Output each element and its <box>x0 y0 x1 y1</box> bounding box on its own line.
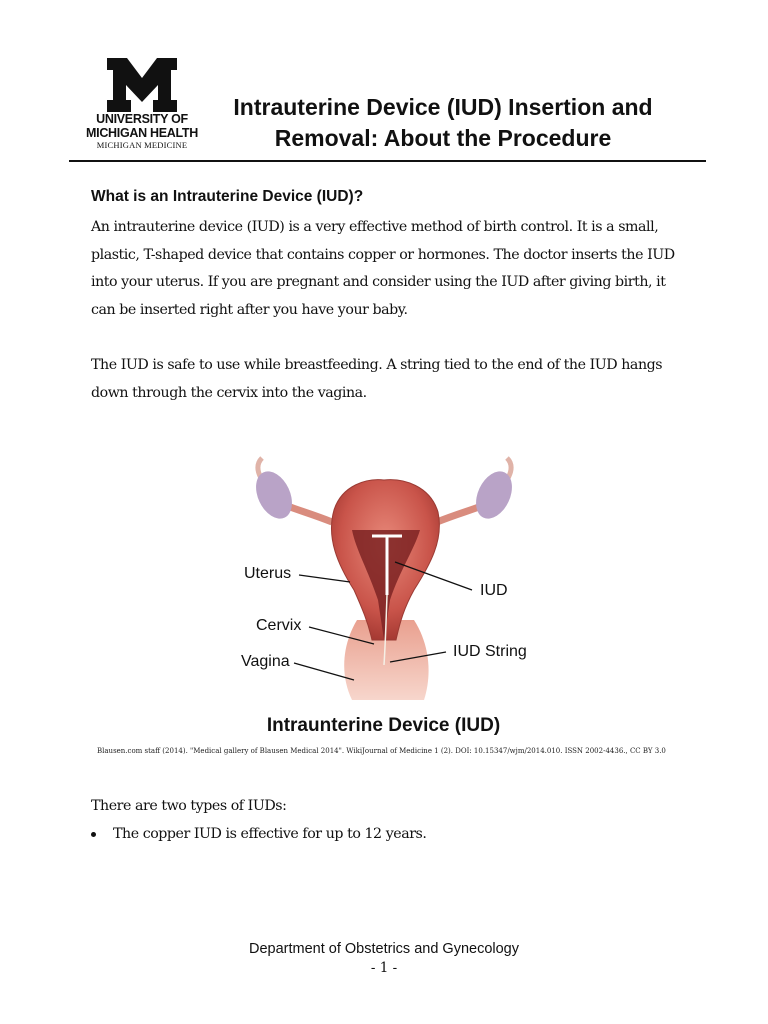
logo-text-line2: MICHIGAN HEALTH <box>86 126 198 140</box>
label-iud-string: IUD String <box>453 643 527 660</box>
types-intro: There are two types of IUDs: <box>91 798 287 814</box>
page-title <box>210 92 676 154</box>
label-uterus: Uterus <box>244 565 292 582</box>
figure-caption: Intraunterine Device (IUD) <box>266 715 501 736</box>
logo-text-line3: MICHIGAN MEDICINE <box>96 140 188 150</box>
page-number: - 1 - <box>370 960 398 976</box>
list-item-text: The copper IUD is effective for up to 12 years. <box>113 826 427 842</box>
header-divider <box>69 160 706 162</box>
logo-text-line1: UNIVERSITY OF <box>96 112 188 126</box>
block-m-icon <box>107 58 177 112</box>
image-credit: Blausen.com staff (2014). "Medical gallery of Blausen Medical 2014". WikiJournal of Medicine 1 (2). DOI: 10.15347/wjm/2014.010. ISSN 2002-4436., CC BY 3.0 <box>97 747 666 755</box>
iud-anatomy-figure <box>192 450 575 745</box>
footer-department: Department of Obstetrics and Gynecology <box>249 941 519 957</box>
bullet-icon <box>91 832 96 837</box>
iud-types-list <box>91 826 426 842</box>
page-title-line2: Removal: About the Procedure <box>274 125 612 151</box>
university-logo <box>86 58 198 158</box>
intro-paragraph: An intrauterine device (IUD) is a very effective method of birth control. It is a small, plastic, T-shaped device that contains copper or hormones. The doctor inserts the IUD into your uterus. If you are pregnant and consider using the IUD after giving birth, it can be inserted right after you have your baby. <box>91 219 675 318</box>
list-item <box>91 826 426 842</box>
page-title-line1: Intrauterine Device (IUD) Insertion and <box>233 94 653 120</box>
section-heading: What is an Intrauterine Device (IUD)? <box>91 188 364 205</box>
breastfeeding-paragraph: The IUD is safe to use while breastfeeding. A string tied to the end of the IUD hangs down through the cervix into the vagina. <box>91 357 663 401</box>
label-vagina: Vagina <box>241 653 290 670</box>
label-cervix: Cervix <box>256 617 302 634</box>
label-iud: IUD <box>480 582 508 599</box>
